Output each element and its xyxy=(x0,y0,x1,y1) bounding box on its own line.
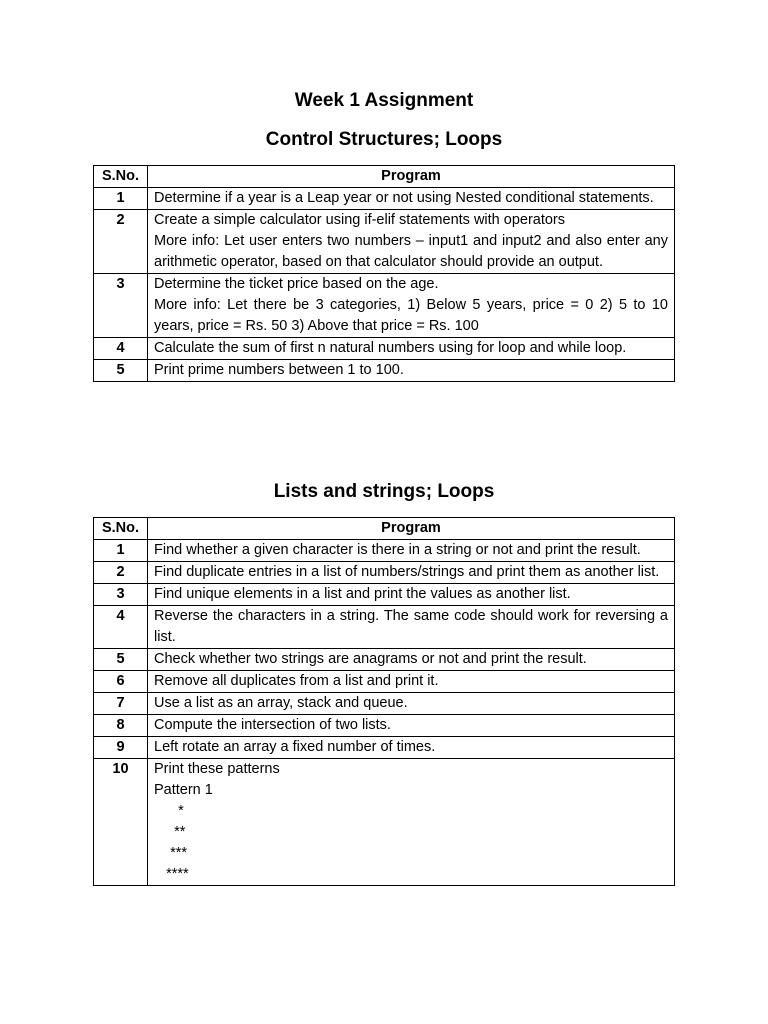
table-header-row xyxy=(94,518,675,540)
table-row xyxy=(94,737,675,759)
program-text-line: Print prime numbers between 1 to 100. xyxy=(154,362,404,378)
table-row xyxy=(94,274,675,338)
table-row xyxy=(94,188,675,210)
program-text-line: Compute the intersection of two lists. xyxy=(154,717,391,733)
row-number: 4 xyxy=(94,338,148,360)
section-title-lists-strings: Lists and strings; Loops xyxy=(273,481,495,502)
program-text-line: Pattern 1 xyxy=(154,782,213,798)
program-description xyxy=(148,671,675,693)
table-row xyxy=(94,759,675,886)
row-number: 7 xyxy=(94,693,148,715)
program-text-line: Left rotate an array a fixed number of times. xyxy=(154,739,436,755)
program-text-line: Print these patterns xyxy=(154,761,280,777)
program-description xyxy=(148,540,675,562)
table-row xyxy=(94,360,675,382)
program-description xyxy=(148,759,675,886)
program-text-line: Remove all duplicates from a list and print it. xyxy=(154,673,439,689)
row-number: 10 xyxy=(94,759,148,886)
row-number: 9 xyxy=(94,737,148,759)
program-text-line: Determine the ticket price based on the age. xyxy=(154,276,439,292)
program-description xyxy=(148,274,675,338)
pattern-line: * xyxy=(154,803,184,819)
program-text-line: Determine if a year is a Leap year or not using Nested conditional statements. xyxy=(154,190,654,206)
table-row xyxy=(94,584,675,606)
row-number: 6 xyxy=(94,671,148,693)
document-title: Week 1 Assignment xyxy=(294,90,474,111)
program-description xyxy=(148,737,675,759)
program-text-line: Check whether two strings are anagrams or not and print the result. xyxy=(154,651,587,667)
pattern-line: *** xyxy=(154,845,188,861)
program-description xyxy=(148,562,675,584)
row-number: 4 xyxy=(94,606,148,649)
program-text-line: Calculate the sum of first n natural numbers using for loop and while loop. xyxy=(154,340,627,356)
table-row xyxy=(94,210,675,274)
program-text-line: Find unique elements in a list and print the values as another list. xyxy=(154,586,571,602)
program-table-lists-strings xyxy=(93,517,675,886)
pattern-line: **** xyxy=(154,866,189,882)
program-description xyxy=(148,693,675,715)
program-text-line: Reverse the characters in a string. The same code should work for reversing a list. xyxy=(154,608,668,645)
pattern-line: ** xyxy=(154,824,186,840)
table-row xyxy=(94,649,675,671)
row-number: 5 xyxy=(94,360,148,382)
header-program: Program xyxy=(148,166,675,188)
program-table-control-structures xyxy=(93,165,675,382)
program-description xyxy=(148,649,675,671)
table-row xyxy=(94,606,675,649)
table-row xyxy=(94,562,675,584)
program-text-line: Use a list as an array, stack and queue. xyxy=(154,695,408,711)
table-row xyxy=(94,540,675,562)
row-number: 2 xyxy=(94,210,148,274)
program-description xyxy=(148,338,675,360)
program-description xyxy=(148,715,675,737)
program-description xyxy=(148,210,675,274)
header-program: Program xyxy=(148,518,675,540)
program-description xyxy=(148,188,675,210)
row-number: 3 xyxy=(94,274,148,338)
header-sno: S.No. xyxy=(94,518,148,540)
header-sno: S.No. xyxy=(94,166,148,188)
program-text-line: Find duplicate entries in a list of numbers/strings and print them as another list. xyxy=(154,564,660,580)
program-text-line: More info: Let user enters two numbers – input1 and input2 and also enter any arithmetic operator, based on that calculator should provide an output. xyxy=(154,233,668,270)
table-row xyxy=(94,671,675,693)
row-number: 2 xyxy=(94,562,148,584)
row-number: 5 xyxy=(94,649,148,671)
program-description xyxy=(148,584,675,606)
program-text-line: Find whether a given character is there in a string or not and print the result. xyxy=(154,542,641,558)
row-number: 1 xyxy=(94,540,148,562)
table-row xyxy=(94,715,675,737)
table-row xyxy=(94,338,675,360)
program-text-line: Create a simple calculator using if-elif statements with operators xyxy=(154,212,566,228)
table-header-row xyxy=(94,166,675,188)
row-number: 3 xyxy=(94,584,148,606)
table-row xyxy=(94,693,675,715)
row-number: 1 xyxy=(94,188,148,210)
section-title-control-structures: Control Structures; Loops xyxy=(265,129,503,150)
row-number: 8 xyxy=(94,715,148,737)
program-description xyxy=(148,360,675,382)
program-description xyxy=(148,606,675,649)
program-text-line: More info: Let there be 3 categories, 1) Below 5 years, price = 0 2) 5 to 10 years, price = Rs. 50 3) Above that price = Rs. 100 xyxy=(154,297,668,334)
